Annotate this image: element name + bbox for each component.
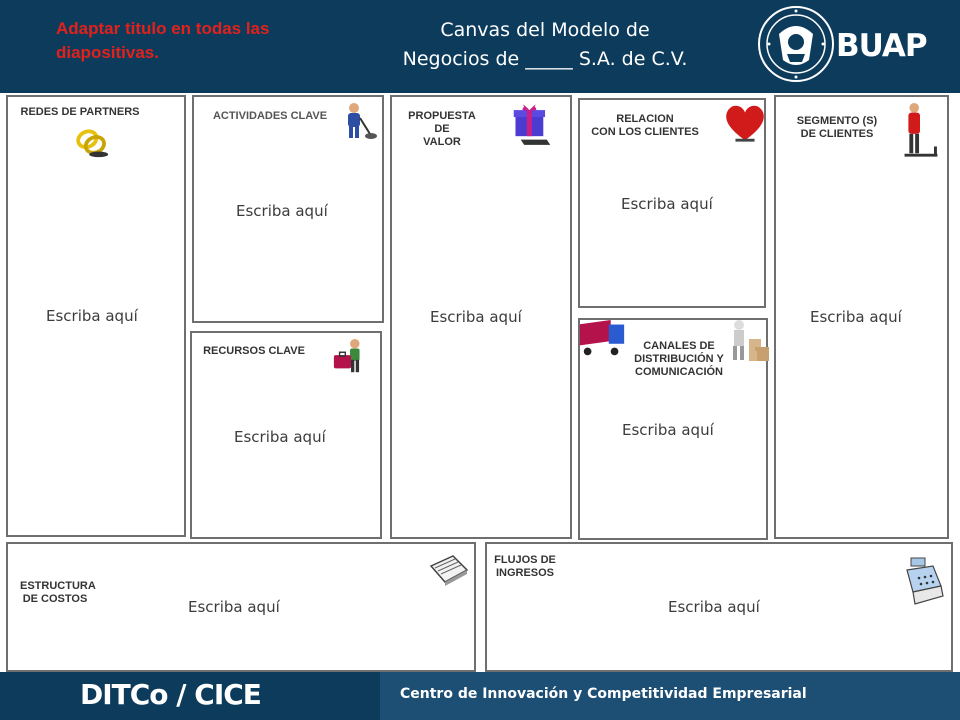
- gift-box-icon: [512, 100, 552, 148]
- partners-label: REDES DE PARTNERS: [20, 106, 140, 118]
- value-label-line-2: VALOR: [423, 136, 461, 148]
- value-label-line-1: PROPUESTA DE: [408, 110, 476, 135]
- relations-label-line-2: CON LOS CLIENTES: [591, 126, 699, 138]
- standing-person-icon: [900, 102, 940, 160]
- heart-icon: [722, 102, 768, 144]
- segments-label-line-2: DE CLIENTES: [800, 128, 874, 140]
- person-suitcase-icon: [332, 338, 370, 376]
- worker-vacuum-icon: [342, 102, 378, 142]
- partners-text[interactable]: Escriba aquí: [46, 307, 138, 325]
- documents-icon: [428, 552, 470, 586]
- segments-label-line-1: SEGMENTO (S): [796, 115, 878, 127]
- value-text[interactable]: Escriba aquí: [430, 308, 522, 326]
- costs-label: [20, 580, 96, 606]
- chain-links-icon: [74, 126, 112, 160]
- resources-label: RECURSOS CLAVE: [203, 345, 305, 357]
- title-line-1: Canvas del Modelo de: [440, 19, 650, 41]
- revenue-label-line-2: INGRESOS: [495, 567, 555, 579]
- channels-label-line-1: CANALES DE: [643, 340, 715, 352]
- segments-text[interactable]: Escriba aquí: [810, 308, 902, 326]
- channels-text[interactable]: Escriba aquí: [622, 421, 714, 439]
- revenue-text[interactable]: Escriba aquí: [668, 598, 760, 616]
- revenue-label-line-1: FLUJOS DE: [494, 554, 556, 566]
- title-line-2: Negocios de _____ S.A. de C.V.: [402, 48, 688, 70]
- costs-label-line-1: ESTRUCTURA: [20, 580, 96, 592]
- relations-label: [578, 113, 712, 139]
- costs-label-line-2: DE COSTOS: [22, 593, 88, 605]
- cash-register-icon: [903, 556, 947, 608]
- channels-label: [618, 340, 740, 379]
- segments-label: [782, 115, 892, 141]
- value-label: [400, 110, 484, 149]
- activities-label: ACTIVIDADES CLAVE: [212, 110, 328, 122]
- page-title: [345, 16, 745, 74]
- center-name: Centro de Innovación y Competitividad Empresarial: [400, 686, 807, 702]
- activities-text[interactable]: Escriba aquí: [236, 202, 328, 220]
- brand-buap-logo: BUAP: [836, 28, 927, 64]
- relations-label-line-1: RELACION: [616, 113, 674, 125]
- resources-text[interactable]: Escriba aquí: [234, 428, 326, 446]
- revenue-label: [492, 554, 558, 580]
- relations-text[interactable]: Escriba aquí: [621, 195, 713, 213]
- adapt-title-note: Adaptar titulo en todas las diapositivas.: [56, 19, 270, 62]
- costs-text[interactable]: Escriba aquí: [188, 598, 280, 616]
- channels-label-line-2: DISTRIBUCIÓN Y: [634, 353, 724, 365]
- university-seal-icon: [757, 4, 835, 84]
- ditco-cice-logo: DITCo / CICE: [80, 678, 261, 711]
- channels-label-line-3: COMUNICACIÓN: [635, 366, 723, 378]
